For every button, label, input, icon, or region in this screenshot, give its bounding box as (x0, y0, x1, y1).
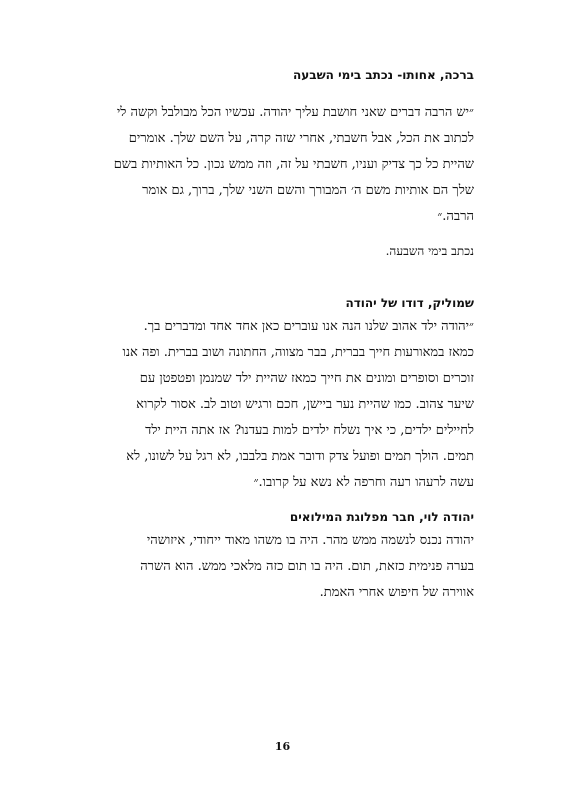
paragraph-line: עשה לרעהו רעה וחרפה לא נשא על קרובו.״ (253, 475, 474, 490)
paragraph-line: זוכרים וסופרים ומונים את חייך כמאז שהיית ילד שמנמן ופטפטן עם (139, 371, 474, 386)
section-paragraph (94, 100, 474, 230)
section-paragraph (94, 314, 474, 496)
page-number: 16 (274, 740, 291, 753)
paragraph-line: לכתוב את הכל, אבל חשבתי, אחרי שזה קרה, על השם שלך. אומרים (128, 131, 474, 146)
paragraph-line: יהודה נכנס לנשמה ממש מהר. היה בו משהו מאוד ייחודי, איזושהי (146, 533, 474, 548)
paragraph-line: ״יהודה ילד אהוב שלנו הנה אנו עוברים כאן אחד אחד ומדברים בך. (143, 319, 474, 334)
paragraph-line: שהיית כל כך צדיק ועניו, חשבתי על זה, וזה ממש נכון. כל האותיות בשם (113, 157, 474, 172)
section-paragraph (94, 528, 474, 606)
section-heading: ברכה, אחותו- נכתב בימי השבעה (293, 68, 474, 82)
section-yehuda-levi (94, 508, 474, 606)
paragraph-line: תמים. הולך תמים ופועל צדק ודובר אמת בלבבו, לא רגל על לשונו, לא (126, 449, 474, 464)
paragraph-line: ״יש הרבה דברים שאני חושבת עליך יהודה. עכשיו הכל מבולבל וקשה לי (116, 105, 474, 120)
paragraph-line: בערה פנימית כזאת, תום. היה בו תום כזה מלאכי ממש. הוא השרה (140, 559, 474, 574)
paragraph-line: שיער צהוב. כמו שהיית נער ביישן, חכם ורגיש וטוב לב. אסור לקרוא (136, 397, 474, 412)
section-heading: יהודה לוי, חבר מפלוגת המילואים (289, 510, 474, 524)
paragraph-line: אווירה של חיפוש אחרי האמת. (319, 585, 474, 600)
section-heading: שמוליק, דודו של יהודה (345, 296, 474, 310)
paragraph-line: לחיילים ילדים, כי איך נשלח ילדים למות בעדנו? אז אתה היית ילד (145, 423, 474, 438)
section-note: נכתב בימי השבעה. (385, 244, 474, 258)
paragraph-line: הרבה.״ (437, 209, 474, 224)
section-shmulik (94, 294, 474, 496)
paragraph-line: שלך הם אותיות משם ה׳ המבורך והשם השני שלך, ברוך, גם אומר (142, 183, 474, 198)
paragraph-line: כמאז במאורעות חייך בברית, בבר מצווה, החתונה ושוב בברית. ופה אנו (122, 345, 474, 360)
section-bracha (94, 66, 474, 264)
